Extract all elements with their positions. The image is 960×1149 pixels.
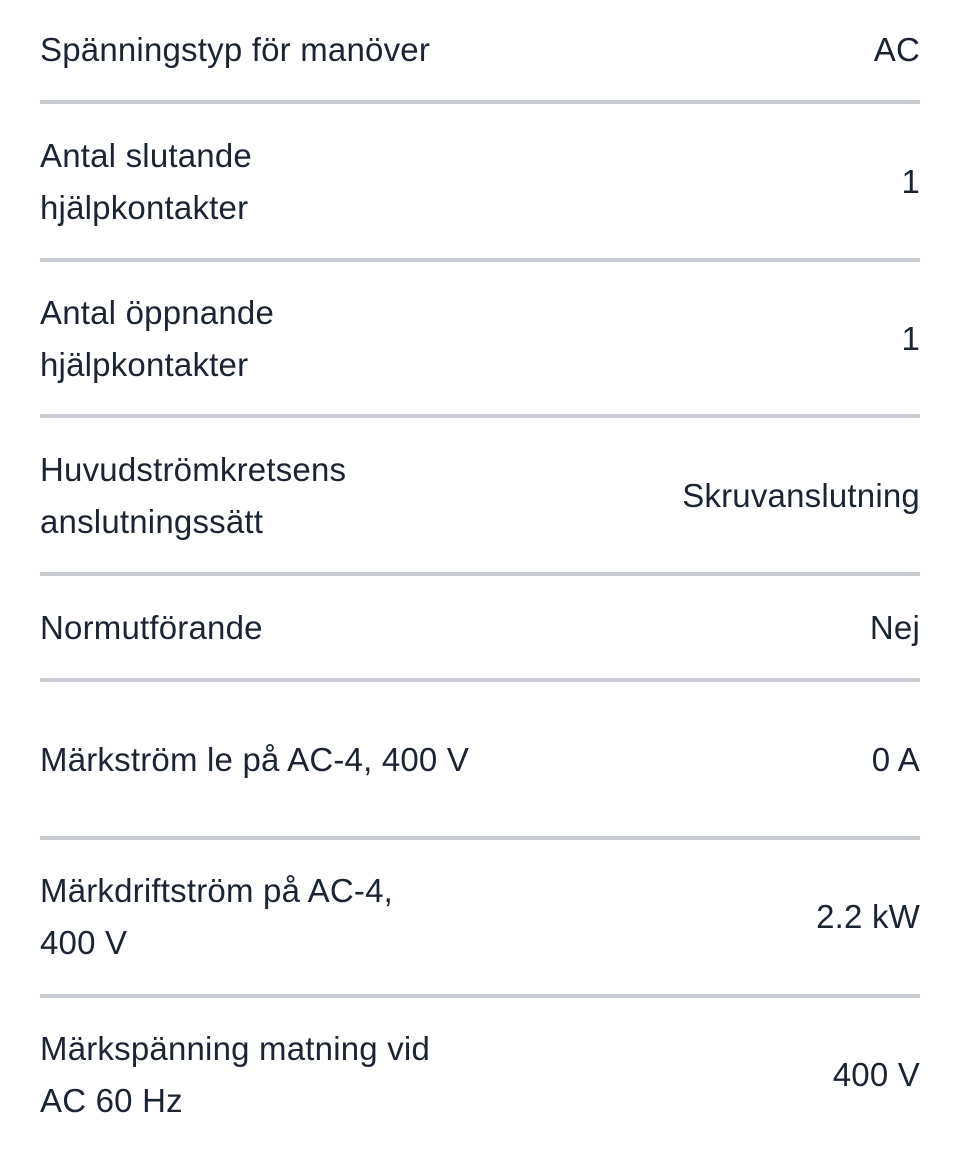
spec-row-opening-aux-contacts (40, 286, 920, 392)
spec-row-main-circuit-connection (40, 443, 920, 549)
spec-value: 2.2 kW (816, 898, 920, 935)
spec-row-rated-current-ac4 (40, 707, 920, 813)
spec-label: Antal slutande hjälpkontakter (40, 137, 252, 226)
spec-value: 1 (901, 163, 920, 200)
spec-value: AC (873, 31, 920, 68)
spec-row-closing-aux-contacts (40, 128, 920, 236)
spec-label: Antal öppnande hjälpkontakter (40, 294, 275, 383)
row-divider (40, 678, 920, 682)
row-divider (40, 414, 920, 418)
row-divider (40, 258, 920, 262)
spec-value: 400 V (832, 1056, 920, 1093)
row-divider (40, 994, 920, 998)
spec-label: Märkdriftström på AC-4, 400 V (40, 872, 394, 961)
spec-value: 1 (901, 320, 920, 357)
spec-row-control-voltage-type (40, 22, 920, 78)
spec-label: Märkspänning matning vid AC 60 Hz (40, 1030, 431, 1119)
spec-label: Normutförande (40, 609, 263, 646)
spec-value: Nej (869, 609, 920, 646)
row-divider (40, 836, 920, 840)
spec-label: Huvudströmkretsens anslutningssätt (40, 451, 347, 540)
spec-row-rated-operating-power-ac4 (40, 864, 920, 970)
row-divider (40, 100, 920, 104)
spec-label: Spänningstyp för manöver (40, 31, 431, 68)
spec-value: Skruvanslutning (682, 477, 920, 514)
row-divider (40, 572, 920, 576)
spec-label: Märkström le på AC-4, 400 V (40, 741, 470, 778)
spec-row-standard-design (40, 600, 920, 656)
spec-row-rated-supply-voltage-ac60 (40, 1022, 920, 1128)
spec-value: 0 A (871, 741, 920, 778)
